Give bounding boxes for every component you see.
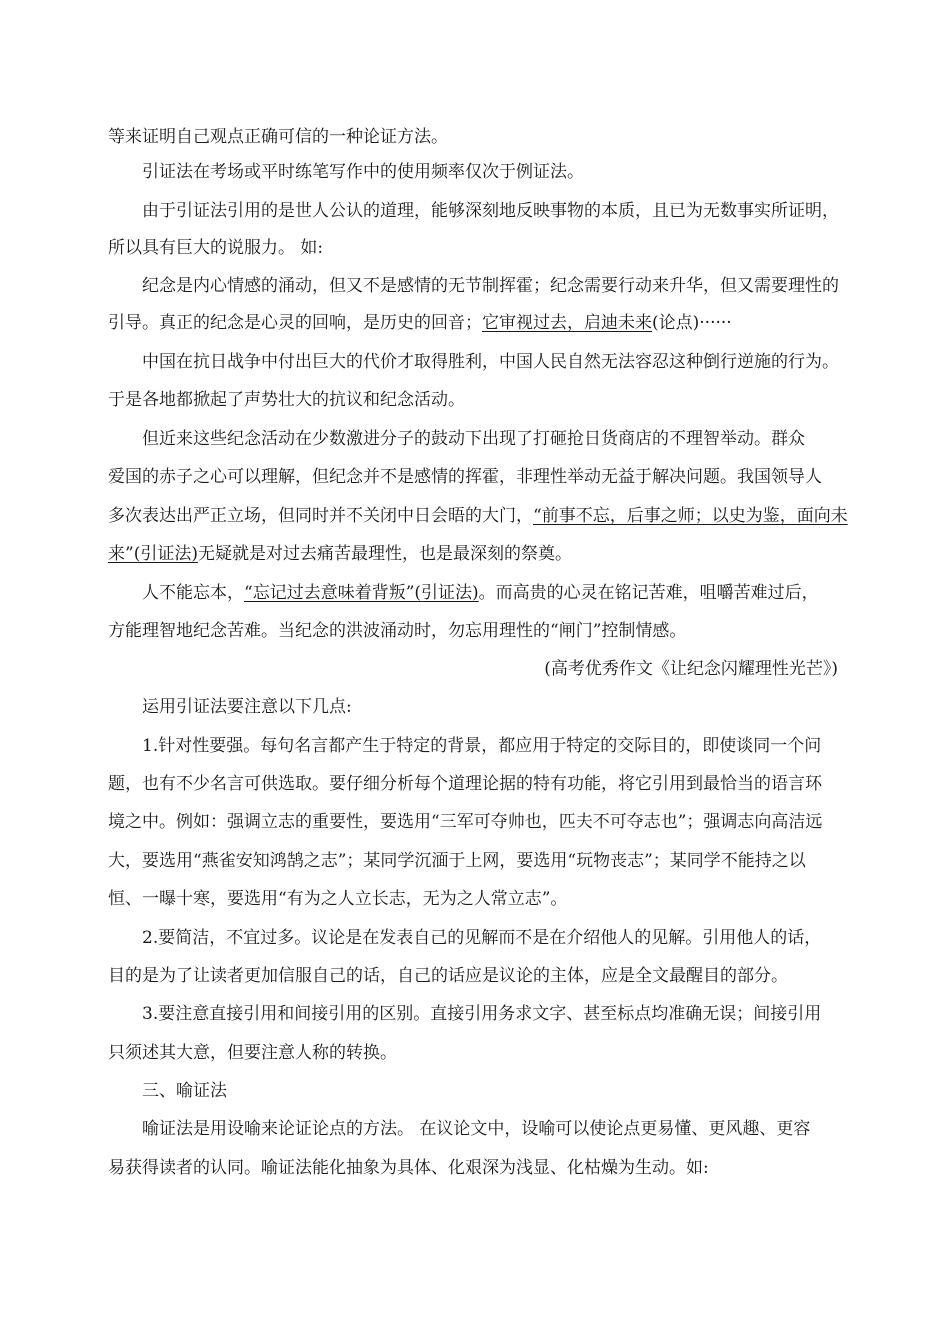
text-run: 人不能忘本， — [142, 583, 244, 603]
text-run: 无疑就是对过去痛苦最理性，也是最深刻的祭奠。 — [197, 544, 572, 564]
source-citation: (高考优秀作文《让纪念闪耀理性光芒》) — [544, 659, 838, 679]
section-heading: 三、喻证法 — [142, 1081, 227, 1101]
paragraph-line: 由于引证法引用的是世人公认的道理，能够深刻地反映事物的本质，且已为无数事实所证明， — [142, 201, 839, 221]
paragraph-line: 所以具有巨大的说服力。 如: — [108, 238, 324, 258]
paragraph-line: 于是各地都掀起了声势壮大的抗议和纪念活动。 — [108, 390, 465, 410]
paragraph-line: 只须述其大意，但要注意人称的转换。 — [108, 1043, 397, 1063]
underlined-quote: 来”(引证法) — [108, 544, 198, 564]
paragraph-line: 中国在抗日战争中付出巨大的代价才取得胜利，中国人民自然无法容忍这种倒行逆施的行为。 — [142, 352, 839, 372]
paragraph-line: 易获得读者的认同。喻证法能化抽象为具体、化艰深为浅显、化枯燥为生动。如: — [108, 1158, 709, 1178]
underlined-quote: “前事不忘，后事之师；以史为鉴，面向未 — [533, 506, 848, 526]
paragraph-line: 等来证明自己观点正确可信的一种论证方法。 — [108, 127, 448, 147]
paragraph-line: 恒、一曝十寒，要选用“有为之人立长志，无为之人常立志”。 — [108, 889, 568, 909]
underlined-quote: “忘记过去意味着背叛”(引证法) — [244, 583, 479, 603]
paragraph-line: 3.要注意直接引用和间接引用的区别。直接引用务求文字、甚至标点均准确无误；间接引用 — [142, 1004, 822, 1024]
underlined-thesis: 它审视过去，启迪未来 — [482, 313, 652, 333]
paragraph-line: 大，要选用“燕雀安知鸿鹄之志”；某同学沉湎于上网，要选用“玩物丧志”；某同学不能持之以 — [108, 851, 806, 871]
paragraph-line: 境之中。例如：强调立志的重要性，要选用“三军可夺帅也，匹夫不可夺志也”；强调志向高洁远 — [108, 812, 823, 832]
paragraph-line: 1.针对性要强。每句名言都产生于特定的背景，都应用于特定的交际目的，即使谈同一个问 — [142, 736, 822, 756]
paragraph-line: 目的是为了让读者更加信服自己的话，自己的话应是议论的主体，应是全文最醒目的部分。 — [108, 966, 788, 986]
paragraph-line — [108, 313, 732, 333]
paragraph-line — [142, 583, 819, 603]
paragraph-line — [108, 544, 572, 564]
text-run: (论点)······ — [652, 313, 732, 333]
paragraph-line: 题，也有不少名言可供选取。要仔细分析每个道理论据的特有功能，将它引用到最恰当的语言环 — [108, 774, 822, 794]
paragraph-line: 引证法在考场或平时练笔写作中的使用频率仅次于例证法。 — [142, 162, 584, 182]
paragraph-line — [108, 506, 848, 526]
paragraph-line: 2.要简洁，不宜过多。议论是在发表自己的见解而不是在介绍他人的见解。引用他人的话， — [142, 928, 822, 948]
paragraph-line: 运用引证法要注意以下几点: — [142, 697, 352, 717]
paragraph-line: 方能理智地纪念苦难。当纪念的洪波涌动时，勿忘用理性的“闸门”控制情感。 — [108, 621, 687, 641]
paragraph-line: 纪念是内心情感的涌动，但又不是感情的无节制挥霍；纪念需要行动来升华，但又需要理性的 — [142, 276, 839, 296]
paragraph-line: 爱国的赤子之心可以理解，但纪念并不是感情的挥霍，非理性举动无益于解决问题。我国领导人 — [108, 467, 822, 487]
paragraph-line: 但近来这些纪念活动在少数激进分子的鼓动下出现了打砸抢日货商店的不理智举动。群众 — [142, 429, 805, 449]
text-run: 多次表达出严正立场，但同时并不关闭中日会晤的大门， — [108, 506, 533, 526]
text-run: 。而高贵的心灵在铭记苦难，咀嚼苦难过后， — [478, 583, 819, 603]
paragraph-line: 喻证法是用设喻来论证论点的方法。 在议论文中，设喻可以使论点更易懂、更风趣、更容 — [142, 1119, 811, 1139]
text-run: 引导。真正的纪念是心灵的回响，是历史的回音； — [108, 313, 482, 333]
